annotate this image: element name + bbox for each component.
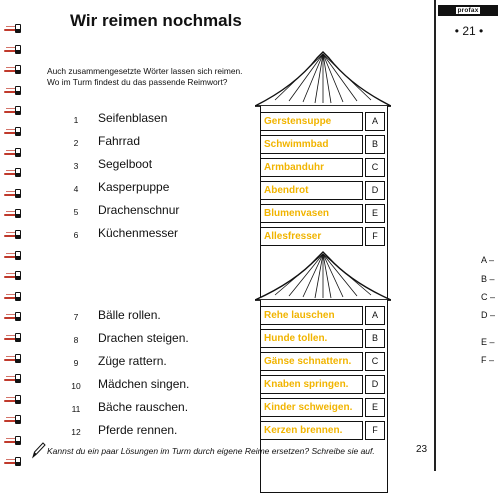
rhyme-word: Knaben springen.: [260, 375, 363, 394]
binding-ring: [4, 45, 26, 55]
answer-letter-box: D: [365, 181, 385, 200]
strip-letter: E: [481, 337, 488, 347]
item-word: Drachenschnur: [98, 203, 180, 217]
strip-letter: B: [481, 274, 488, 284]
rhyme-word: Blumenvasen: [260, 204, 363, 223]
binding-ring: [4, 354, 26, 364]
item-number: 1: [73, 115, 79, 125]
word-list-item: [64, 133, 254, 151]
item-number: 2: [73, 138, 79, 148]
rhyme-word: Gänse schnattern.: [260, 352, 363, 371]
item-number: 6: [73, 230, 79, 240]
binding-ring: [4, 168, 26, 178]
answer-letter-box: D: [365, 375, 385, 394]
rhyme-word: Kerzen brennen.: [260, 421, 363, 440]
rhyme-word: Gerstensuppe: [260, 112, 363, 131]
rhyme-word: Abendrot: [260, 181, 363, 200]
instruction-line-1: Auch zusammengesetzte Wörter lassen sich reimen.: [47, 66, 243, 76]
strip-letter: D: [481, 310, 488, 320]
word-list-item: [64, 110, 254, 128]
item-number: 5: [73, 207, 79, 217]
binding-ring: [4, 24, 26, 34]
answer-letter-box: B: [365, 135, 385, 154]
binding-ring: [4, 189, 26, 199]
answer-letter-box: B: [365, 329, 385, 348]
strip-letter: A: [481, 255, 487, 265]
word-list-item: [64, 307, 254, 325]
page-number: 23: [416, 444, 428, 455]
item-word: Segelboot: [98, 157, 153, 171]
word-list-item: [64, 376, 254, 394]
item-word: Bälle rollen.: [98, 308, 161, 322]
rhyme-word: Rehe lauschen: [260, 306, 363, 325]
binding-ring: [4, 209, 26, 219]
word-list-item: [64, 330, 254, 348]
strip-letter: F: [481, 355, 487, 365]
kit-number: • 21 •: [454, 24, 484, 38]
rhyme-word: Schwimmbad: [260, 135, 363, 154]
binding-ring: [4, 374, 26, 384]
word-list-item: [64, 353, 254, 371]
binding-ring: [4, 65, 26, 75]
tower-roof-icon: [255, 50, 391, 108]
footer-question: Kannst du ein paar Lösungen im Turm durch eigene Reime ersetzen? Schreibe sie auf.: [47, 446, 375, 456]
item-word: Mädchen singen.: [98, 377, 190, 391]
binding-ring: [4, 230, 26, 240]
instruction-text: [47, 66, 287, 88]
binding-ring: [4, 333, 26, 343]
page-title: Wir reimen nochmals: [70, 11, 242, 30]
answer-letter-box: C: [365, 158, 385, 177]
binding-ring: [4, 312, 26, 322]
brand-logo: [438, 5, 498, 25]
word-list-item: [64, 202, 254, 220]
strip-letter-label: D –: [481, 310, 496, 320]
tower-roof-icon: [255, 250, 391, 302]
lochkarte-strip: [434, 0, 500, 471]
word-list-item: [64, 422, 254, 440]
pencil-icon: [30, 441, 46, 459]
binding-ring: [4, 436, 26, 446]
binding-ring: [4, 86, 26, 96]
word-list-item: [64, 156, 254, 174]
answer-letter-box: E: [365, 204, 385, 223]
strip-letter-label: A –: [481, 255, 495, 265]
item-number: 7: [73, 312, 79, 322]
item-number: 3: [73, 161, 79, 171]
strip-letter-label: F –: [481, 355, 495, 365]
binding-ring: [4, 415, 26, 425]
word-list-item: [64, 399, 254, 417]
binding-ring: [4, 127, 26, 137]
answer-letter-box: E: [365, 398, 385, 417]
item-word: Bäche rauschen.: [98, 400, 189, 414]
answer-letter-box: C: [365, 352, 385, 371]
item-word: Züge rattern.: [98, 354, 167, 368]
item-word: Kasperpuppe: [98, 180, 170, 194]
word-list-item: [64, 225, 254, 243]
binding-ring: [4, 251, 26, 261]
binding-ring: [4, 271, 26, 281]
word-list-item: [64, 179, 254, 197]
rhyme-word: Armbanduhr: [260, 158, 363, 177]
rhyme-word: Hunde tollen.: [260, 329, 363, 348]
strip-letter: C: [481, 292, 488, 302]
item-word: Drachen steigen.: [98, 331, 189, 345]
binding-ring: [4, 395, 26, 405]
item-number: 8: [73, 335, 79, 345]
brand-left: profax: [457, 7, 479, 14]
spiral-binding: [0, 0, 26, 471]
answer-letter-box: A: [365, 306, 385, 325]
binding-ring: [4, 148, 26, 158]
binding-ring: [4, 292, 26, 302]
item-number: 4: [73, 184, 79, 194]
binding-ring: [4, 457, 26, 467]
item-number: 10: [71, 381, 81, 391]
item-word: Pferde rennen.: [98, 423, 178, 437]
answer-letter-box: F: [365, 227, 385, 246]
instruction-line-2: Wo im Turm findest du das passende Reimwort?: [47, 77, 228, 87]
answer-letter-box: A: [365, 112, 385, 131]
item-word: Fahrrad: [98, 134, 141, 148]
item-number: 9: [73, 358, 79, 368]
strip-divider: [434, 0, 436, 471]
rhyme-word: Allesfresser: [260, 227, 363, 246]
brand-right: LOCHKARTE: [446, 18, 490, 25]
strip-letter-label: E –: [481, 337, 495, 347]
item-word: Seifenblasen: [98, 111, 168, 125]
rhyme-word: Kinder schweigen.: [260, 398, 363, 417]
item-number: 11: [71, 404, 81, 414]
item-number: 12: [71, 427, 81, 437]
strip-letter-label: B –: [481, 274, 495, 284]
strip-letter-label: C –: [481, 292, 496, 302]
binding-ring: [4, 106, 26, 116]
answer-letter-box: F: [365, 421, 385, 440]
item-word: Küchenmesser: [98, 226, 179, 240]
